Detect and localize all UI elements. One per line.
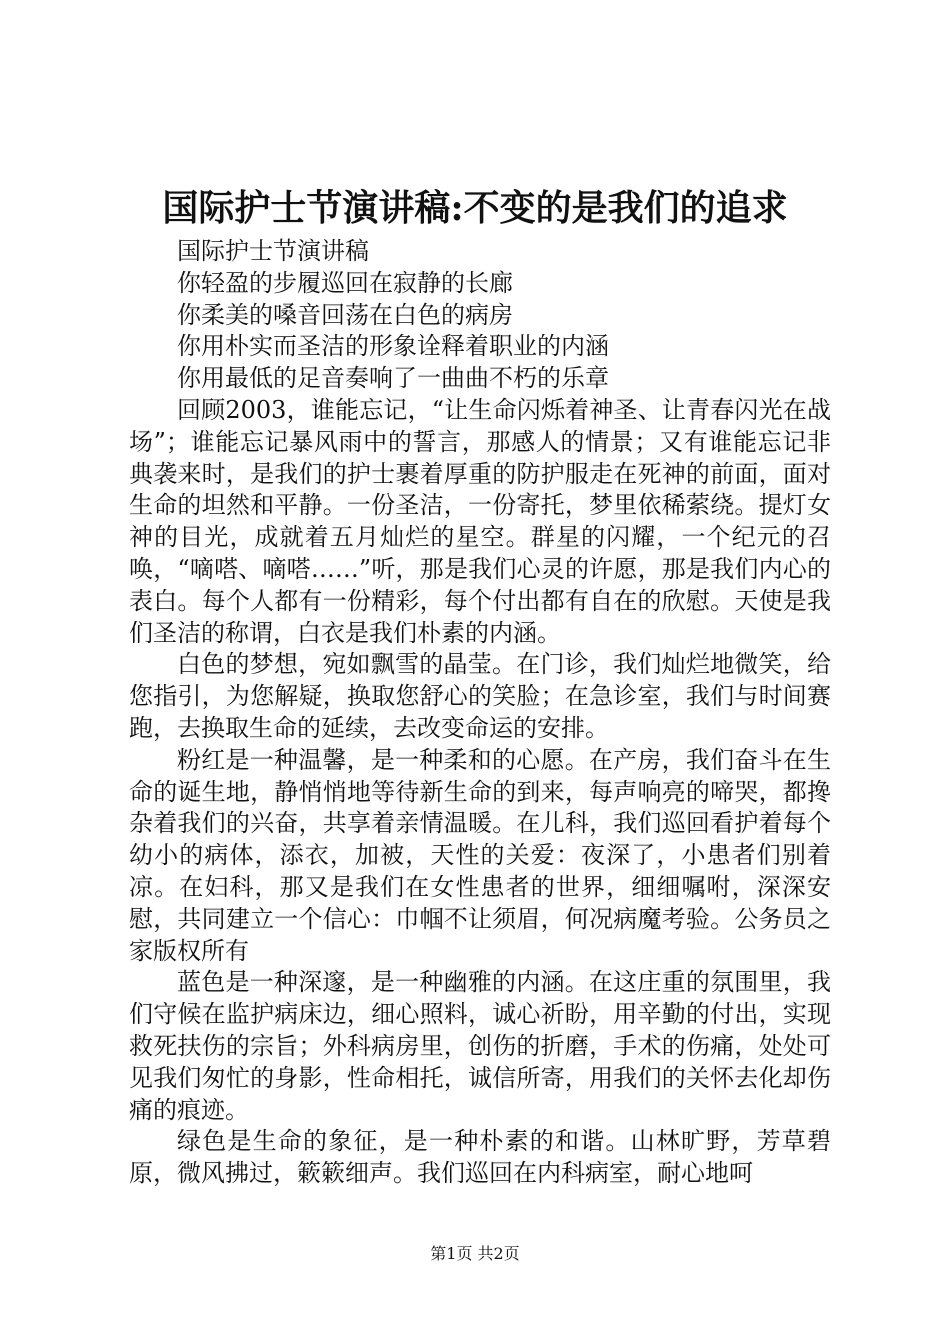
document-title: 国际护士节演讲稿:不变的是我们的追求 [162,187,788,229]
document-body [129,236,831,1190]
paragraph: 绿色是生命的象征，是一种朴素的和谐。山林旷野，芳草碧原，微风拂过，簌簌细声。我们巡回在内科病室，耐心地呵 [129,1127,831,1188]
paragraph: 你柔美的嗓音回荡在白色的病房 [177,300,513,329]
paragraph: 你用朴实而圣洁的形象诠释着职业的内涵 [177,332,609,361]
page-footer: 第1页 共2页 [430,1244,520,1263]
paragraph: 蓝色是一种深邃，是一种幽雅的内涵。在这庄重的氛围里，我们守候在监护病床边，细心照料，诚心祈盼，用辛勤的付出，实现救死扶伤的宗旨；外科病房里，创伤的折磨，手术的伤痛，处处可见我们匆忙的身影，性命相托，诚信所寄，用我们的关怀去化却伤痛的痕迹。 [129,968,831,1124]
paragraph: 你轻盈的步履巡回在寂静的长廊 [177,268,513,297]
paragraph: 回顾2003，谁能忘记，“让生命闪烁着神圣、让青春闪光在战场”；谁能忘记暴风雨中的誓言，那感人的情景；又有谁能忘记非典袭来时，是我们的护士裹着厚重的防护服走在死神的前面，面对生命的坦然和平静。一份圣洁，一份寄托，梦里依稀萦绕。提灯女神的目光，成就着五月灿烂的星空。群星的闪耀，一个纪元的召唤，“嘀嗒、嘀嗒……”听，那是我们心灵的许愿，那是我们内心的表白。每个人都有一份精彩，每个付出都有自在的欣慰。天使是我们圣洁的称谓，白衣是我们朴素的内涵。 [129,395,831,647]
paragraph: 国际护士节演讲稿 [177,237,369,265]
paragraph: 粉红是一种温馨，是一种柔和的心愿。在产房，我们奋斗在生命的诞生地，静悄悄地等待新生命的到来，每声响亮的啼哭，都搀杂着我们的兴奋，共享着亲情温暖。在儿科，我们巡回看护着每个幼小的病体，添衣，加被，天性的关爱：夜深了，小患者们别着凉。在妇科，那又是我们在女性患者的世界，细细嘱咐，深深安慰，共同建立一个信心：巾帼不让须眉，何况病魔考验。公务员之家版权所有 [129,745,831,965]
paragraph: 你用最低的足音奏响了一曲曲不朽的乐章 [177,364,609,393]
paragraph: 白色的梦想，宛如飘雪的晶莹。在门诊，我们灿烂地微笑，给您指引，为您解疑，换取您舒心的笑脸；在急诊室，我们与时间赛跑，去换取生命的延续，去改变命运的安排。 [129,650,831,742]
